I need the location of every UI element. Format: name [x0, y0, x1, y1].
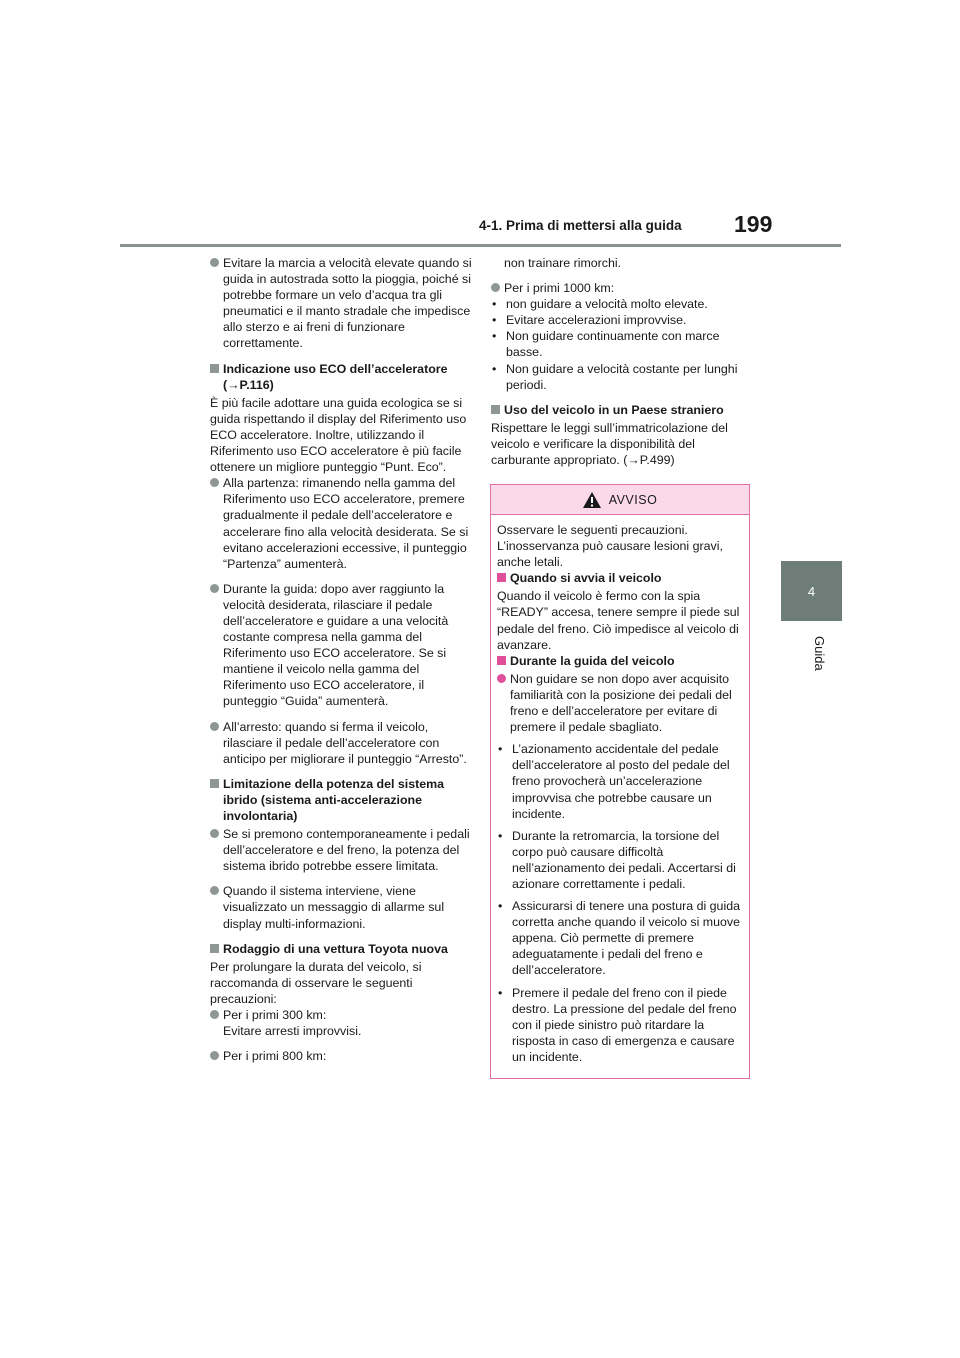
paragraph: Quando il veicolo è fermo con la spia “READY” accesa, tenere sempre il piede sul pedale del freno. Ciò impedisce al veicolo di avanzare.	[497, 589, 740, 652]
circle-bullet-icon	[491, 283, 500, 292]
warning-box	[490, 484, 750, 1079]
bullet-text: Quando il sistema interviene, viene visualizzato un messaggio di allarme sul display multi-informazioni.	[223, 884, 445, 931]
sub-list-item: • Evitare accelerazioni improvvise.	[491, 312, 753, 328]
bullet-text: Per i primi 800 km:	[223, 1049, 327, 1064]
chapter-title: Guida	[812, 636, 827, 671]
sub-list-item: • Assicurarsi di tenere una postura di guida corretta anche quando il veicolo si muove appena. Ciò permette di premere adeguatamente i pedali del freno e dell’acceleratore.	[497, 898, 743, 978]
bullet-text: Per i primi 300 km:	[223, 1008, 327, 1023]
bullet-text: Durante la guida: dopo aver raggiunto la velocità desiderata, rilasciare il pedale dell’acceleratore e guidare a una velocità costante compresa nella gamma del Riferimento uso ECO acceleratore. Se si mantiene il veicolo nella gamma del Riferimento uso ECO acceleratore, il punteggio “Guida” aumenterà.	[223, 581, 449, 709]
list-item	[210, 255, 472, 352]
warning-body	[491, 515, 749, 1065]
section-heading	[210, 776, 472, 824]
list-item	[210, 1007, 472, 1039]
bullet-text: All’arresto: quando si ferma il veicolo, rilasciare il pedale dell’acceleratore con anticipo per migliorare il punteggio “Arresto”.	[223, 719, 467, 766]
list-item	[210, 883, 472, 931]
circle-bullet-icon	[210, 1051, 219, 1060]
warning-header	[491, 485, 749, 515]
list-item	[491, 280, 753, 296]
paragraph: È più facile adottare una guida ecologica se si guida rispettando il display del Riferimento uso ECO acceleratore. Inoltre, utilizzando il Riferimento uso ECO acceleratore è più facile ottenere un migliore punteggio “Punt. Eco”.	[210, 395, 467, 475]
bullet-text: Evitare arresti improvvisi.	[223, 1024, 362, 1039]
sub-list-item: • Premere il pedale del freno con il piede destro. La pressione del pedale del freno con il piede sinistro può ritardare la risposta in caso di emergenza e causare un incidente.	[497, 985, 743, 1065]
left-column	[210, 255, 472, 1073]
bullet-text: Alla partenza: rimanendo nella gamma del Riferimento uso ECO acceleratore, premere gradualmente il pedale dell’acceleratore e accelerare fino alla velocità desiderata. Se si evitano accelerazioni eccessive, il punteggio “Partenza” aumenterà.	[223, 476, 469, 571]
bullet-text: Per i primi 1000 km:	[504, 281, 615, 296]
heading-text: Limitazione della potenza del sistema ibrido (sistema anti-accelerazione involontaria)	[223, 776, 445, 823]
header-divider	[120, 244, 841, 247]
list-item	[210, 719, 472, 767]
bullet-continuation: non trainare rimorchi.	[504, 256, 622, 270]
circle-bullet-icon	[497, 674, 506, 683]
heading-text: Durante la guida del veicolo	[510, 653, 675, 668]
warning-title: AVVISO	[608, 492, 658, 507]
section-heading	[210, 361, 472, 393]
circle-bullet-icon	[210, 1010, 219, 1019]
heading-text: Rodaggio di una vettura Toyota nuova	[223, 941, 448, 956]
page-reference-link[interactable]: ( →P.116)	[223, 378, 274, 392]
warning-heading	[497, 570, 743, 586]
circle-bullet-icon	[210, 478, 219, 487]
sub-list-item: • Durante la retromarcia, la torsione del corpo può causare difficoltà nell’azionamento dei pedali. Accertarsi di azionare correttamente i pedali.	[497, 828, 743, 892]
heading-text: Quando si avvia il veicolo	[510, 571, 662, 586]
warning-triangle-icon	[583, 492, 601, 508]
heading-text: Indicazione uso ECO dell’acceleratore	[223, 361, 448, 376]
bullet-text: Non guidare se non dopo aver acquisito familiarità con la posizione dei pedali del freno e dell’acceleratore per evitare di premere il pedale sbagliato.	[510, 671, 732, 735]
heading-text: Uso del veicolo in un Paese straniero	[504, 402, 724, 417]
page-number: 199	[734, 211, 773, 237]
list-item	[210, 1048, 472, 1064]
square-bullet-icon	[497, 656, 506, 665]
square-bullet-icon	[210, 779, 219, 788]
square-bullet-icon	[497, 573, 506, 582]
square-bullet-icon	[210, 944, 219, 953]
sub-list-item: • Non guidare a velocità costante per lunghi periodi.	[491, 361, 753, 393]
warning-intro: Osservare le seguenti precauzioni. L’inosservanza può causare lesioni gravi, anche letali.	[497, 523, 723, 570]
circle-bullet-icon	[210, 722, 219, 731]
square-bullet-icon	[210, 364, 219, 373]
circle-bullet-icon	[210, 584, 219, 593]
list-item	[497, 671, 743, 735]
list-item	[210, 581, 472, 710]
list-item	[210, 475, 472, 572]
chapter-number: 4	[807, 583, 816, 599]
bullet-text: Se si premono contemporaneamente i pedali dell’acceleratore e del freno, la potenza del sistema ibrido potrebbe essere limitata.	[223, 827, 470, 874]
warning-heading	[497, 653, 743, 669]
chapter-tab	[781, 561, 842, 621]
section-heading	[210, 941, 472, 957]
sub-list	[491, 296, 753, 393]
sub-list-item: • Non guidare continuamente con marce basse.	[491, 328, 753, 360]
paragraph: Rispettare le leggi sull’immatricolazione del veicolo e verificare la disponibilità del carburante appropriato. (→P.499)	[491, 420, 728, 468]
section-title: 4-1. Prima di mettersi alla guida	[479, 218, 682, 233]
circle-bullet-icon	[210, 829, 219, 838]
circle-bullet-icon	[210, 886, 219, 895]
circle-bullet-icon	[210, 258, 219, 267]
section-heading	[491, 402, 753, 418]
sub-list-item: • L’azionamento accidentale del pedale dell’acceleratore al posto del pedale del freno provocherà un’accelerazione improvvisa che potrebbe causare un incidente.	[497, 741, 743, 821]
square-bullet-icon	[491, 405, 500, 414]
list-item	[210, 826, 472, 874]
paragraph: Per prolungare la durata del veicolo, si raccomanda di osservare le seguenti precauzioni:	[210, 959, 422, 1006]
right-column	[491, 255, 753, 468]
bullet-text: Evitare la marcia a velocità elevate quando si guida in autostrada sotto la pioggia, poiché si potrebbe formare un velo d’acqua tra gli pneumatici e il manto stradale che impedisce allo sterzo e ai freni di funzionare correttamente.	[223, 256, 472, 351]
sub-list-item: • non guidare a velocità molto elevate.	[491, 296, 753, 312]
